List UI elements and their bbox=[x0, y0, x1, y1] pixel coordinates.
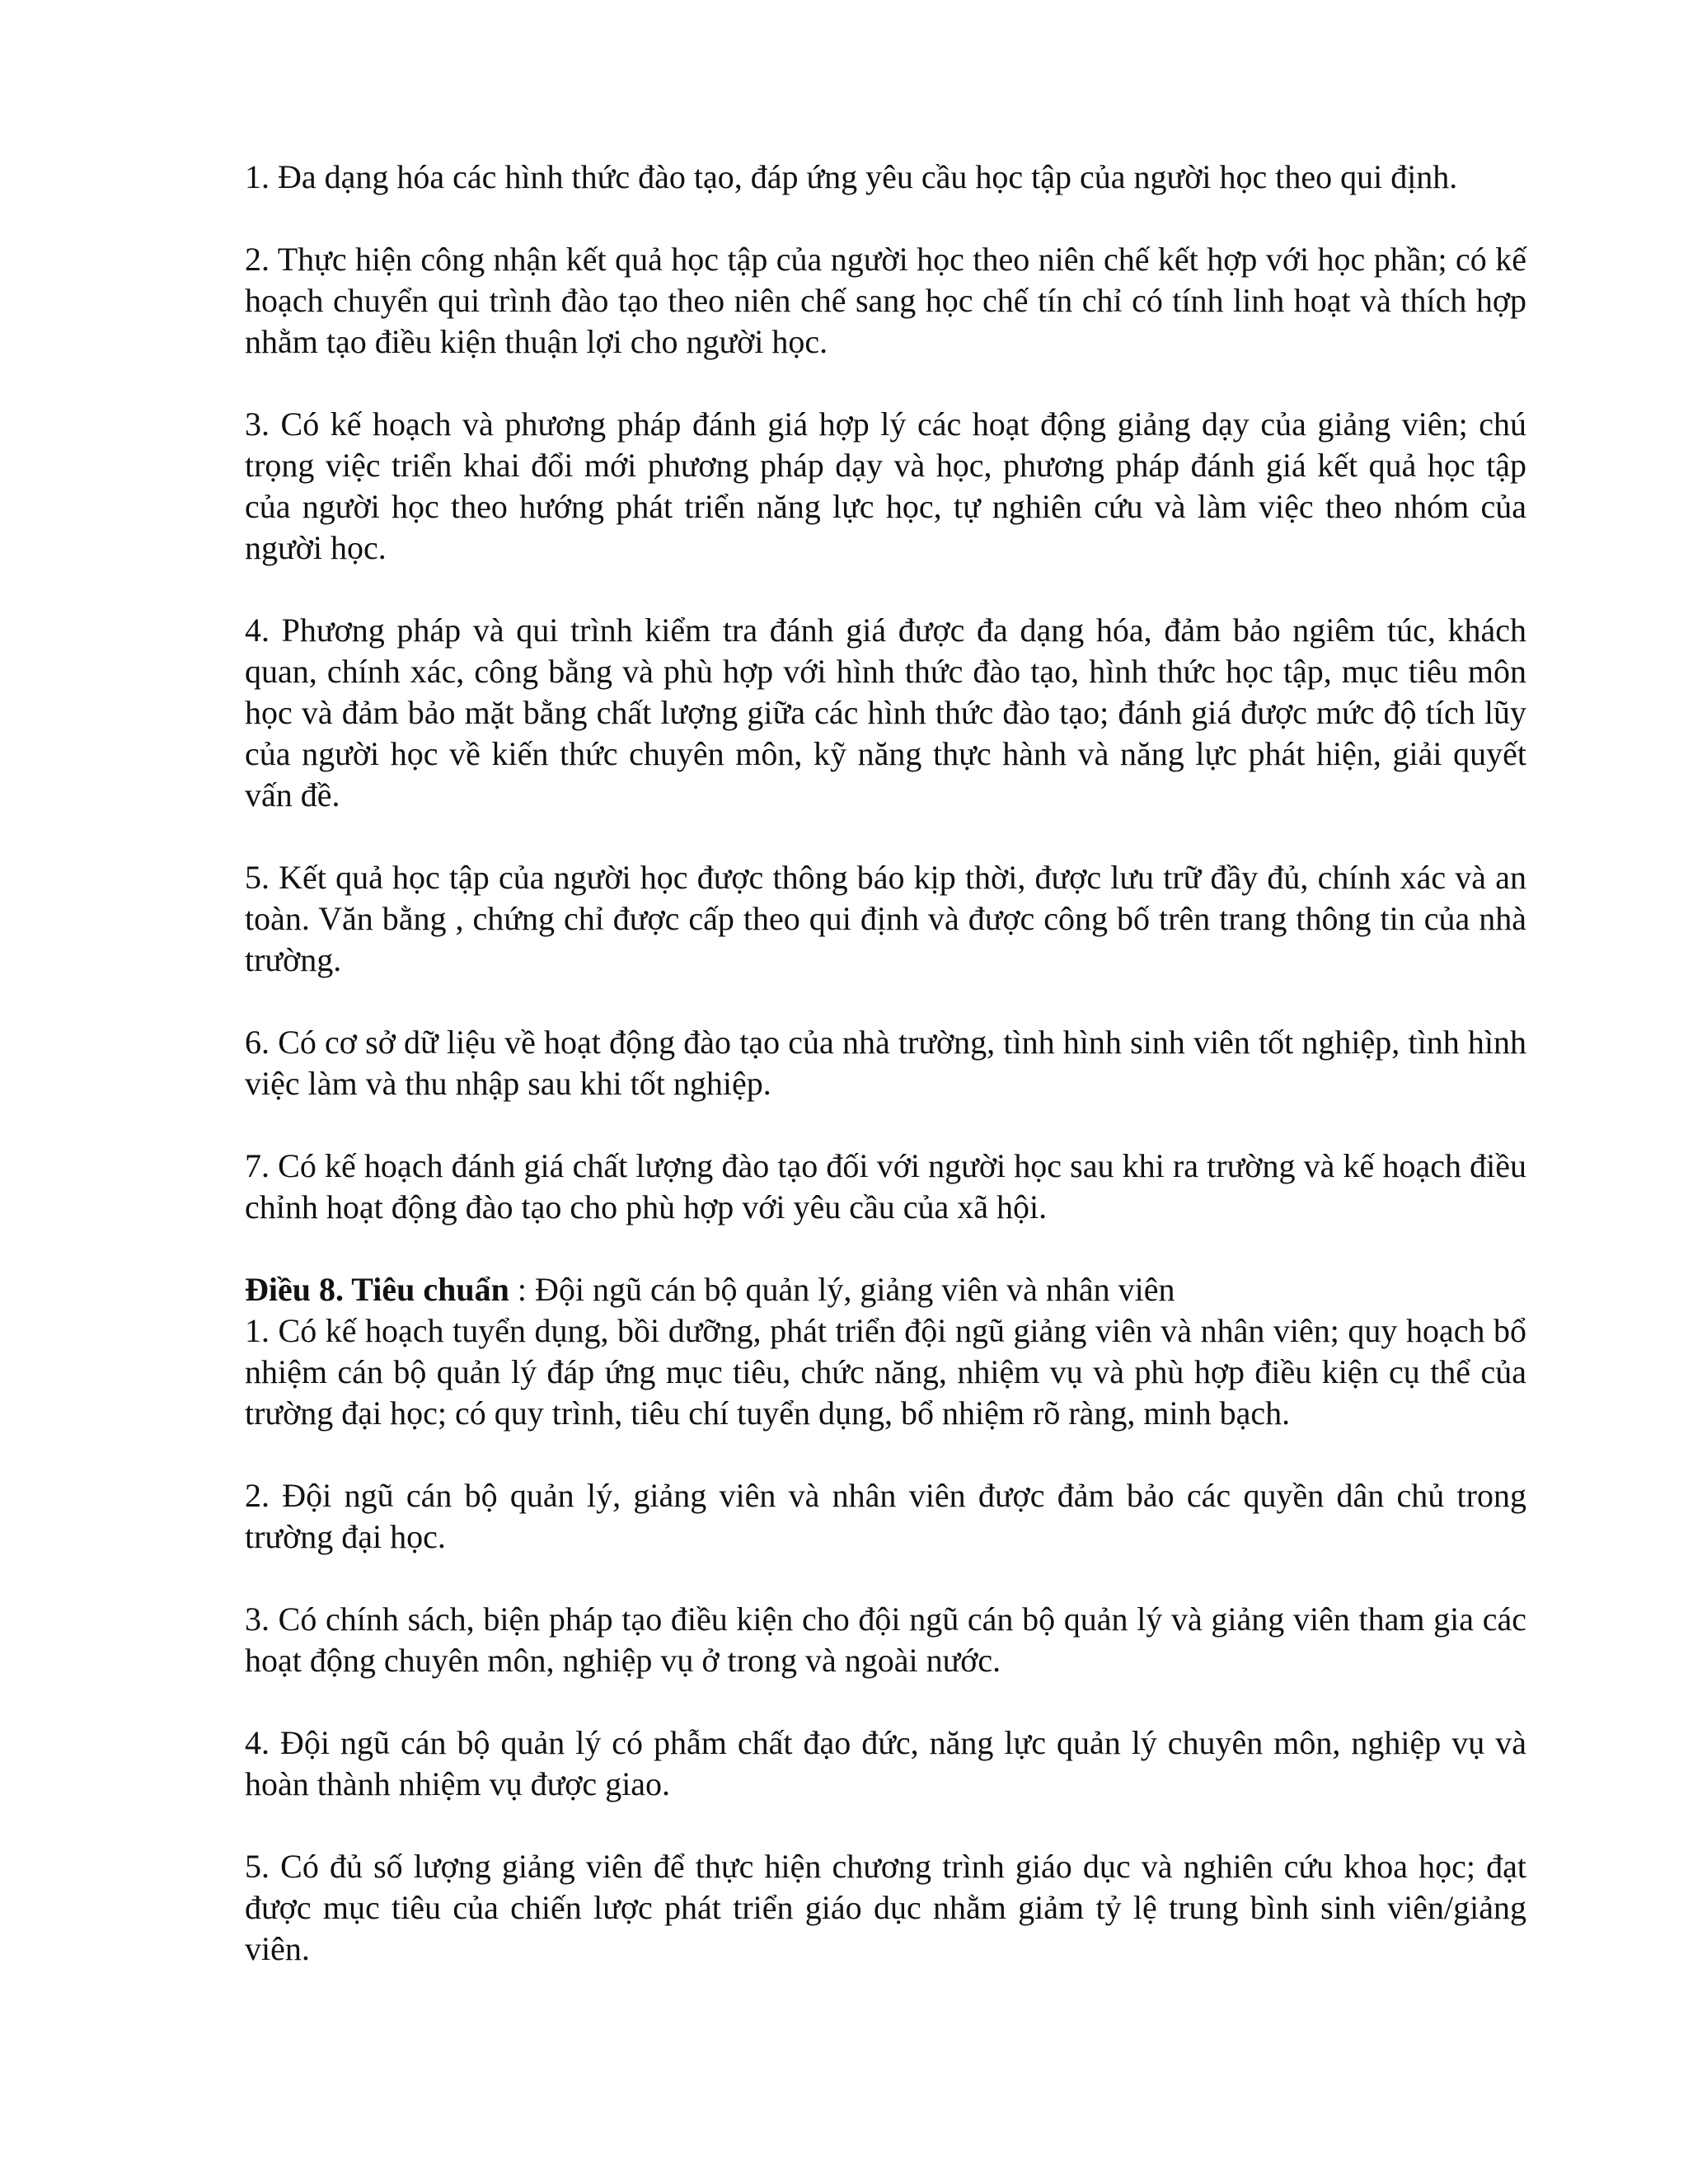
section-paragraph-1: 1. Có kế hoạch tuyển dụng, bồi dưỡng, phát triển đội ngũ giảng viên và nhân viên; quy hoạch bổ nhiệm cán bộ quản lý đáp ứng mục tiêu, chức năng, nhiệm vụ và phù hợp điều kiện cụ thể của trường đại học; có quy trình, tiêu chí tuyển dụng, bổ nhiệm rõ ràng, minh bạch. bbox=[245, 1312, 1526, 1432]
paragraph-7: 7. Có kế hoạch đánh giá chất lượng đào tạo đối với người học sau khi ra trường và kế hoạch điều chỉnh hoạt động đào tạo cho phù hợp với yêu cầu của xã hội. bbox=[245, 1147, 1526, 1226]
paragraph-3: 3. Có kế hoạch và phương pháp đánh giá hợp lý các hoạt động giảng dạy của giảng viên; chú trọng việc triển khai đổi mới phương pháp dạy và học, phương pháp đánh giá kết quả học tập của người học theo hướng phát triển năng lực học, tự nghiên cứu và làm việc theo nhóm của người học. bbox=[245, 405, 1526, 566]
paragraph-6: 6. Có cơ sở dữ liệu về hoạt động đào tạo của nhà trường, tình hình sinh viên tốt nghiệp, tình hình việc làm và thu nhập sau khi tốt nghiệp. bbox=[245, 1024, 1526, 1102]
section-paragraph-5: 5. Có đủ số lượng giảng viên để thực hiện chương trình giáo dục và nghiên cứu khoa học; đạt được mục tiêu của chiến lược phát triển giáo dục nhằm giảm tỷ lệ trung bình sinh viên/giảng viên. bbox=[245, 1848, 1526, 1967]
paragraph-5: 5. Kết quả học tập của người học được thông báo kịp thời, được lưu trữ đầy đủ, chính xác và an toàn. Văn bằng , chứng chỉ được cấp theo qui định và được công bố trên trang thông tin của nhà trường. bbox=[245, 859, 1526, 978]
paragraph-1: 1. Đa dạng hóa các hình thức đào tạo, đáp ứng yêu cầu học tập của người học theo qui định. bbox=[245, 158, 1458, 195]
section-heading-title: Điều 8. Tiêu chuẩn bbox=[245, 1271, 509, 1308]
section-heading-subtitle: : Đội ngũ cán bộ quản lý, giảng viên và nhân viên bbox=[509, 1271, 1175, 1308]
section-paragraph-2: 2. Đội ngũ cán bộ quản lý, giảng viên và nhân viên được đảm bảo các quyền dân chủ trong trường đại học. bbox=[245, 1477, 1526, 1555]
section-paragraph-4: 4. Đội ngũ cán bộ quản lý có phẫm chất đạo đức, năng lực quản lý chuyên môn, nghiệp vụ và hoàn thành nhiệm vụ được giao. bbox=[245, 1724, 1526, 1802]
paragraph-2: 2. Thực hiện công nhận kết quả học tập của người học theo niên chế kết hợp với học phần; có kế hoạch chuyển qui trình đào tạo theo niên chế sang học chế tín chỉ có tính linh hoạt và thích hợp nhằm tạo điều kiện thuận lợi cho người học. bbox=[245, 241, 1526, 360]
document-body bbox=[245, 157, 1526, 2011]
section-heading bbox=[245, 1269, 1526, 1310]
paragraph-4: 4. Phương pháp và qui trình kiểm tra đánh giá được đa dạng hóa, đảm bảo ngiêm túc, khách quan, chính xác, công bằng và phù hợp với hình thức đào tạo, hình thức học tập, mục tiêu môn học và đảm bảo mặt bằng chất lượng giữa các hình thức đào tạo; đánh giá được mức độ tích lũy của người học về kiến thức chuyên môn, kỹ năng thực hành và năng lực phát hiện, giải quyết vấn đề. bbox=[245, 612, 1526, 813]
section-paragraph-3: 3. Có chính sách, biện pháp tạo điều kiện cho đội ngũ cán bộ quản lý và giảng viên tham gia các hoạt động chuyên môn, nghiệp vụ ở trong và ngoài nước. bbox=[245, 1601, 1526, 1679]
